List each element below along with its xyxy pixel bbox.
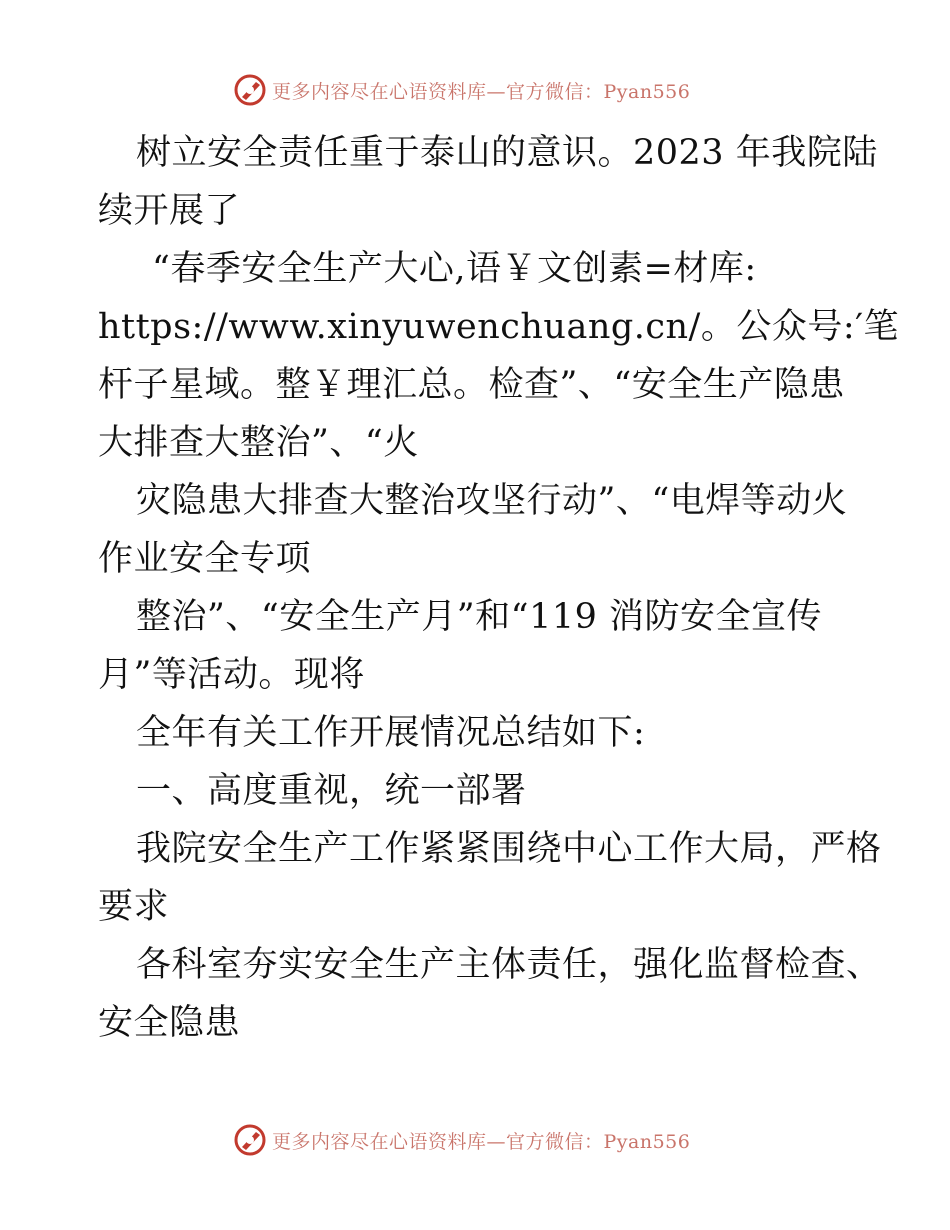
- paragraph-line: 作业安全专项: [98, 539, 312, 579]
- paragraph-line: “春季安全生产大心,语￥文创素=材库:: [152, 249, 757, 289]
- quill-logo-icon: [232, 72, 268, 108]
- paragraph-line: 安全隐患: [98, 1003, 241, 1043]
- paragraph-line: 灾隐患大排查大整治攻坚行动”、“电焊等动火: [136, 481, 848, 521]
- paragraph-line: 我院安全生产工作紧紧围绕中心工作大局，严格: [136, 829, 882, 869]
- watermark-text: 更多内容尽在心语资料库—官方微信：Pyan556: [272, 1130, 691, 1153]
- paragraph-line: 各科室夯实安全生产主体责任，强化监督检查、: [136, 945, 882, 985]
- paragraph-line: 整治”、“安全生产月”和“119 消防安全宣传: [136, 597, 823, 637]
- document-body: [98, 124, 900, 1052]
- watermark-text: 更多内容尽在心语资料库—官方微信：Pyan556: [272, 80, 691, 103]
- paragraph-line: 续开展了: [98, 191, 241, 231]
- paragraph-line: 要求: [98, 887, 170, 927]
- footer-watermark: [232, 1120, 690, 1160]
- paragraph-line: https://www.xinyuwenchuang.cn/。公众号:′笔: [98, 307, 900, 347]
- paragraph-line: 杆子星域。整￥理汇总。检查”、“安全生产隐患: [98, 365, 845, 405]
- header-watermark: [232, 70, 690, 110]
- quill-logo-icon: [232, 1122, 268, 1158]
- paragraph-line: 全年有关工作开展情况总结如下:: [136, 713, 646, 753]
- section-heading: 一、高度重视，统一部署: [136, 771, 527, 811]
- paragraph-line: 月”等活动。现将: [98, 655, 365, 695]
- paragraph-line: 树立安全责任重于泰山的意识。2023 年我院陆: [136, 133, 878, 173]
- paragraph-line: 大排查大整治”、“火: [98, 423, 419, 463]
